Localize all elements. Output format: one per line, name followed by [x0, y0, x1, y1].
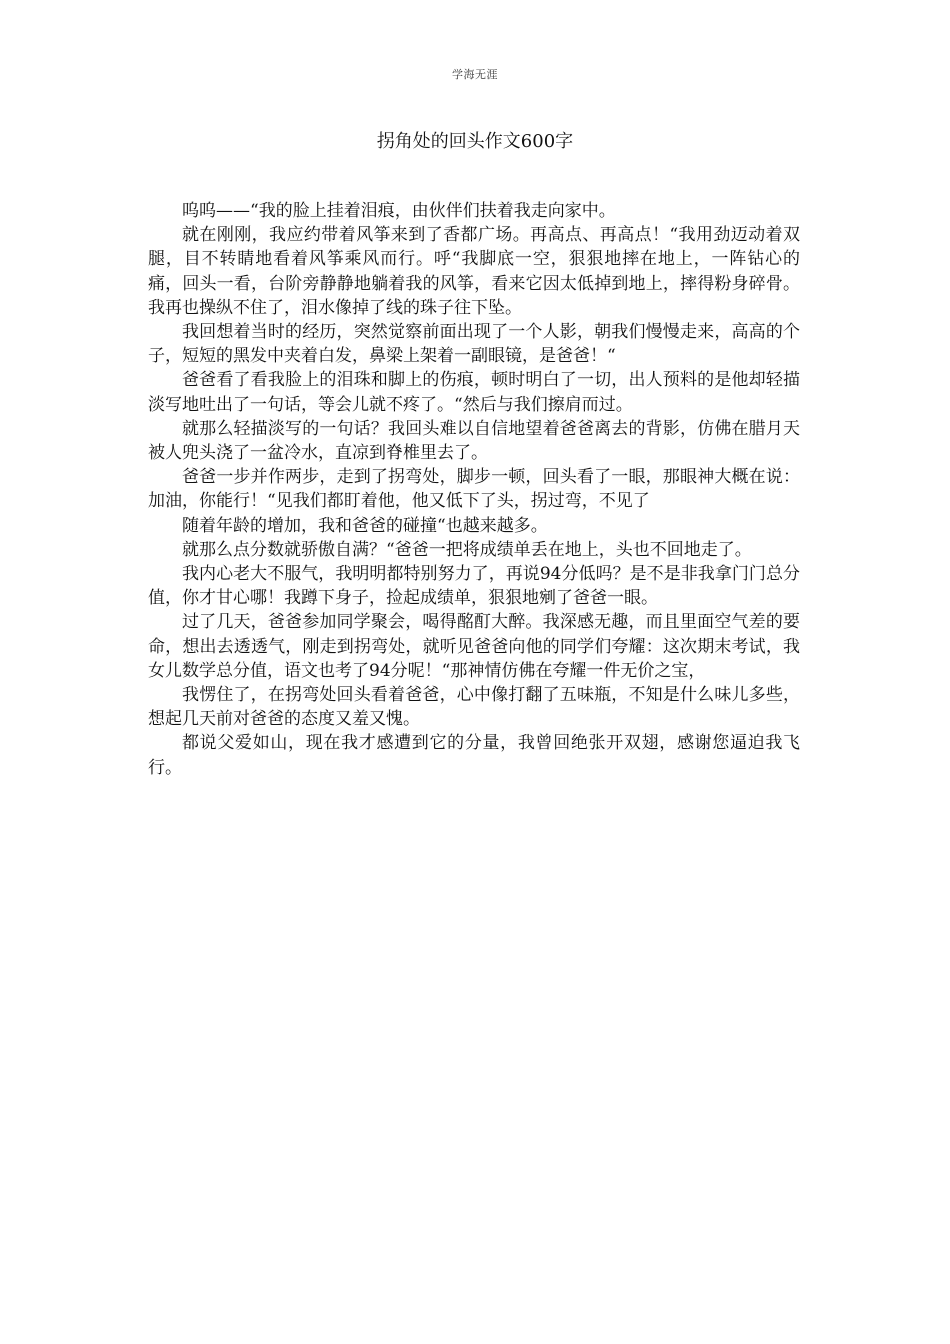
paragraph: 呜呜——“我的脸上挂着泪痕，由伙伴们扶着我走向家中。	[182, 201, 616, 221]
document-title: 拐角处的回头作文600字	[376, 131, 574, 152]
paragraph: 我愣住了，在拐弯处回头看着爸爸，心中像打翻了五味瓶，不知是什么味儿多些，想起几天前对爸爸的态度又羞又愧。	[148, 685, 800, 730]
page-header: 学海无涯	[452, 68, 498, 81]
paragraph: 爸爸看了看我脸上的泪珠和脚上的伤痕，顿时明白了一切，出人预料的是他却轻描淡写地吐出了一句话，等会儿就不疼了。“然后与我们擦肩而过。	[148, 370, 800, 415]
paragraph: 就那么轻描淡写的一句话？我回头难以自信地望着爸爸离去的背影，仿佛在腊月天被人兜头浇了一盆冷水，直凉到脊椎里去了。	[148, 418, 800, 464]
paragraph: 我回想着当时的经历，突然觉察前面出现了一个人影，朝我们慢慢走来，高高的个子，短短的黑发中夹着白发，鼻梁上架着一副眼镜，是爸爸！“	[148, 322, 800, 367]
paragraph: 随着年龄的增加，我和爸爸的碰撞“也越来越多。	[182, 515, 548, 536]
document-body	[148, 199, 800, 780]
paragraph: 就在刚刚，我应约带着风筝来到了香都广场。再高点、再高点！“我用劲迈动着双腿，目不转睛地看着风筝乘风而行。呼“我脚底一空，狠狠地摔在地上，一阵钻心的痛，回头一看，台阶旁静静地躺着我的风筝，看来它因太低掉到地上，摔得粉身碎骨。我再也操纵不住了，泪水像掉了线的珠子往下坠。	[148, 225, 800, 318]
paragraph: 我内心老大不服气，我明明都特别努力了，再说94分低吗？是不是非我拿门门总分值，你才甘心哪！我蹲下身子，捡起成绩单，狠狠地剜了爸爸一眼。	[148, 564, 800, 609]
paragraph: 过了几天，爸爸参加同学聚会，喝得酩酊大醉。我深感无趣，而且里面空气差的要命，想出去透透气，刚走到拐弯处，就听见爸爸向他的同学们夸耀：这次期末考试，我女儿数学总分值，语文也考了94分呢！“那神情仿佛在夸耀一件无价之宝，	[148, 612, 800, 681]
paragraph: 就那么点分数就骄傲自满？“爸爸一把将成绩单丢在地上，头也不回地走了。	[182, 539, 752, 560]
paragraph: 爸爸一步并作两步，走到了拐弯处，脚步一顿，回头看了一眼，那眼神大概在说：加油，你能行！“见我们都盯着他，他又低下了头，拐过弯，不见了	[148, 467, 800, 512]
paragraph: 都说父爱如山，现在我才感遭到它的分量，我曾回绝张开双翅，感谢您逼迫我飞行。	[148, 733, 800, 778]
